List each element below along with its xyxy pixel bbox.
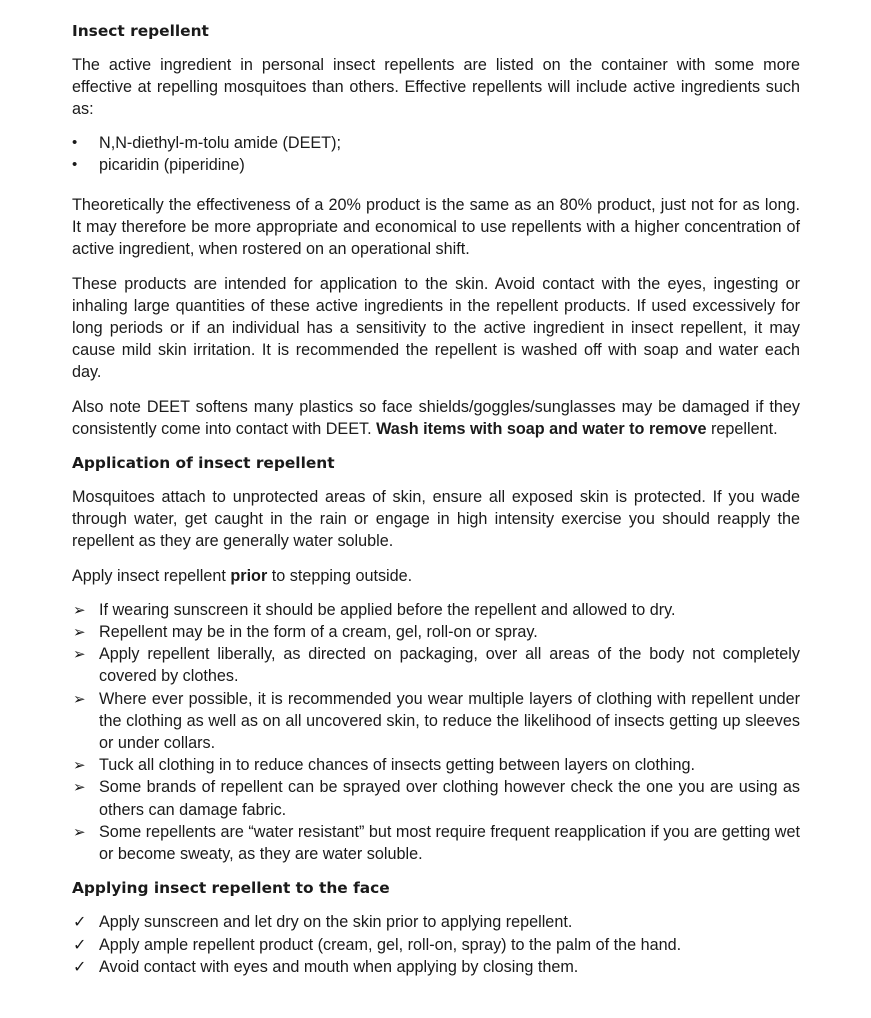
- arrow-bullet-icon: ➢: [73, 822, 86, 841]
- arrow-bullet-icon: ➢: [73, 623, 86, 642]
- list-item-text: Avoid contact with eyes and mouth when applying by closing them.: [99, 957, 579, 976]
- list-item: [72, 154, 800, 176]
- list-item: [72, 821, 800, 865]
- arrow-bullet-icon: ➢: [73, 778, 86, 797]
- list-item: [72, 132, 800, 154]
- heading-face: Applying insect repellent to the face: [72, 879, 390, 898]
- list-item-text: picaridin (piperidine): [99, 155, 245, 174]
- ingredient-list: [72, 132, 800, 176]
- list-item-text: Repellent may be in the form of a cream, gel, roll-on or spray.: [99, 623, 538, 642]
- paragraph-deet-bold: Wash items with soap and water to remove: [376, 419, 707, 438]
- document-page: [72, 20, 800, 978]
- paragraph-apply: [72, 565, 800, 587]
- list-item: [72, 599, 800, 621]
- arrow-bullet-icon: ➢: [73, 645, 86, 664]
- list-item: [72, 688, 800, 755]
- paragraph-mosquitoes: Mosquitoes attach to unprotected areas of skin, ensure all exposed skin is protected. If you wade through water, get caught in the rain or engage in high intensity exercise you should reapply the repellent as they are generally water soluble.: [72, 488, 800, 551]
- list-item-text: Apply repellent liberally, as directed on packaging, over all areas of the body not completely covered by clothes.: [99, 645, 800, 686]
- paragraph-deet: [72, 396, 800, 440]
- paragraph-intro: The active ingredient in personal insect repellents are listed on the container with some more effective at repelling mosquitoes than others. Effective repellents will include active ingredients such as:: [72, 56, 800, 119]
- paragraph-apply-bold: prior: [230, 566, 268, 585]
- list-item-text: Apply sunscreen and let dry on the skin prior to applying repellent.: [99, 913, 573, 932]
- list-item: [72, 956, 800, 978]
- bullet-icon: •: [72, 133, 78, 151]
- bullet-icon: •: [72, 155, 78, 173]
- list-item: [72, 643, 800, 687]
- paragraph-deet-end: repellent.: [711, 419, 778, 438]
- list-item-text: N,N-diethyl-m-tolu amide (DEET);: [99, 133, 341, 152]
- arrow-bullet-icon: ➢: [73, 600, 86, 619]
- list-item: [72, 911, 800, 933]
- arrow-bullet-icon: ➢: [73, 756, 86, 775]
- paragraph-apply-end: to stepping outside.: [271, 566, 413, 585]
- list-item: [72, 776, 800, 820]
- face-list: [72, 911, 800, 978]
- paragraph-skin: These products are intended for application to the skin. Avoid contact with the eyes, ingesting or inhaling large quantities of these active ingredients in the repellent products. If used excessively for long periods or if an individual has a sensitivity to the active ingredient in insect repellent, it may cause mild skin irritation. It is recommended the repellent is washed off with soap and water each day.: [72, 274, 800, 382]
- list-item-text: Some brands of repellent can be sprayed over clothing however check the one you are using as others can damage fabric.: [99, 778, 800, 819]
- heading-insect-repellent: Insect repellent: [72, 22, 209, 40]
- list-item-text: Some repellents are “water resistant” but most require frequent reapplication if you are getting wet or become sweaty, as they are water soluble.: [99, 822, 800, 864]
- list-item-text: Apply ample repellent product (cream, gel, roll-on, spray) to the palm of the hand.: [99, 935, 682, 954]
- list-item: [72, 754, 800, 776]
- paragraph-effectiveness: Theoretically the effectiveness of a 20% product is the same as an 80% product, just not for as long. It may therefore be more appropriate and economical to use repellents with a higher concentration of active ingredient, when rostered on an operational shift.: [72, 196, 800, 259]
- list-item-text: If wearing sunscreen it should be applied before the repellent and allowed to dry.: [99, 600, 676, 619]
- paragraph-apply-text: Apply insect repellent: [72, 566, 226, 585]
- checkmark-icon: ✓: [73, 934, 87, 954]
- heading-application: Application of insect repellent: [72, 454, 335, 473]
- application-list: [72, 599, 800, 865]
- list-item: [72, 934, 800, 956]
- checkmark-icon: ✓: [73, 956, 87, 976]
- checkmark-icon: ✓: [73, 912, 87, 932]
- list-item: [72, 621, 800, 643]
- arrow-bullet-icon: ➢: [73, 689, 86, 708]
- paragraph-deet-text: Also note DEET softens many plastics so face shields/goggles/sunglasses may be damaged if they consistently come into contact with DEET.: [72, 397, 800, 438]
- list-item-text: Where ever possible, it is recommended you wear multiple layers of clothing with repellent under the clothing as well as on all uncovered skin, to reduce the likelihood of insects getting up sleeves or under collars.: [99, 689, 800, 753]
- list-item-text: Tuck all clothing in to reduce chances of insects getting between layers on clothing.: [99, 756, 695, 775]
